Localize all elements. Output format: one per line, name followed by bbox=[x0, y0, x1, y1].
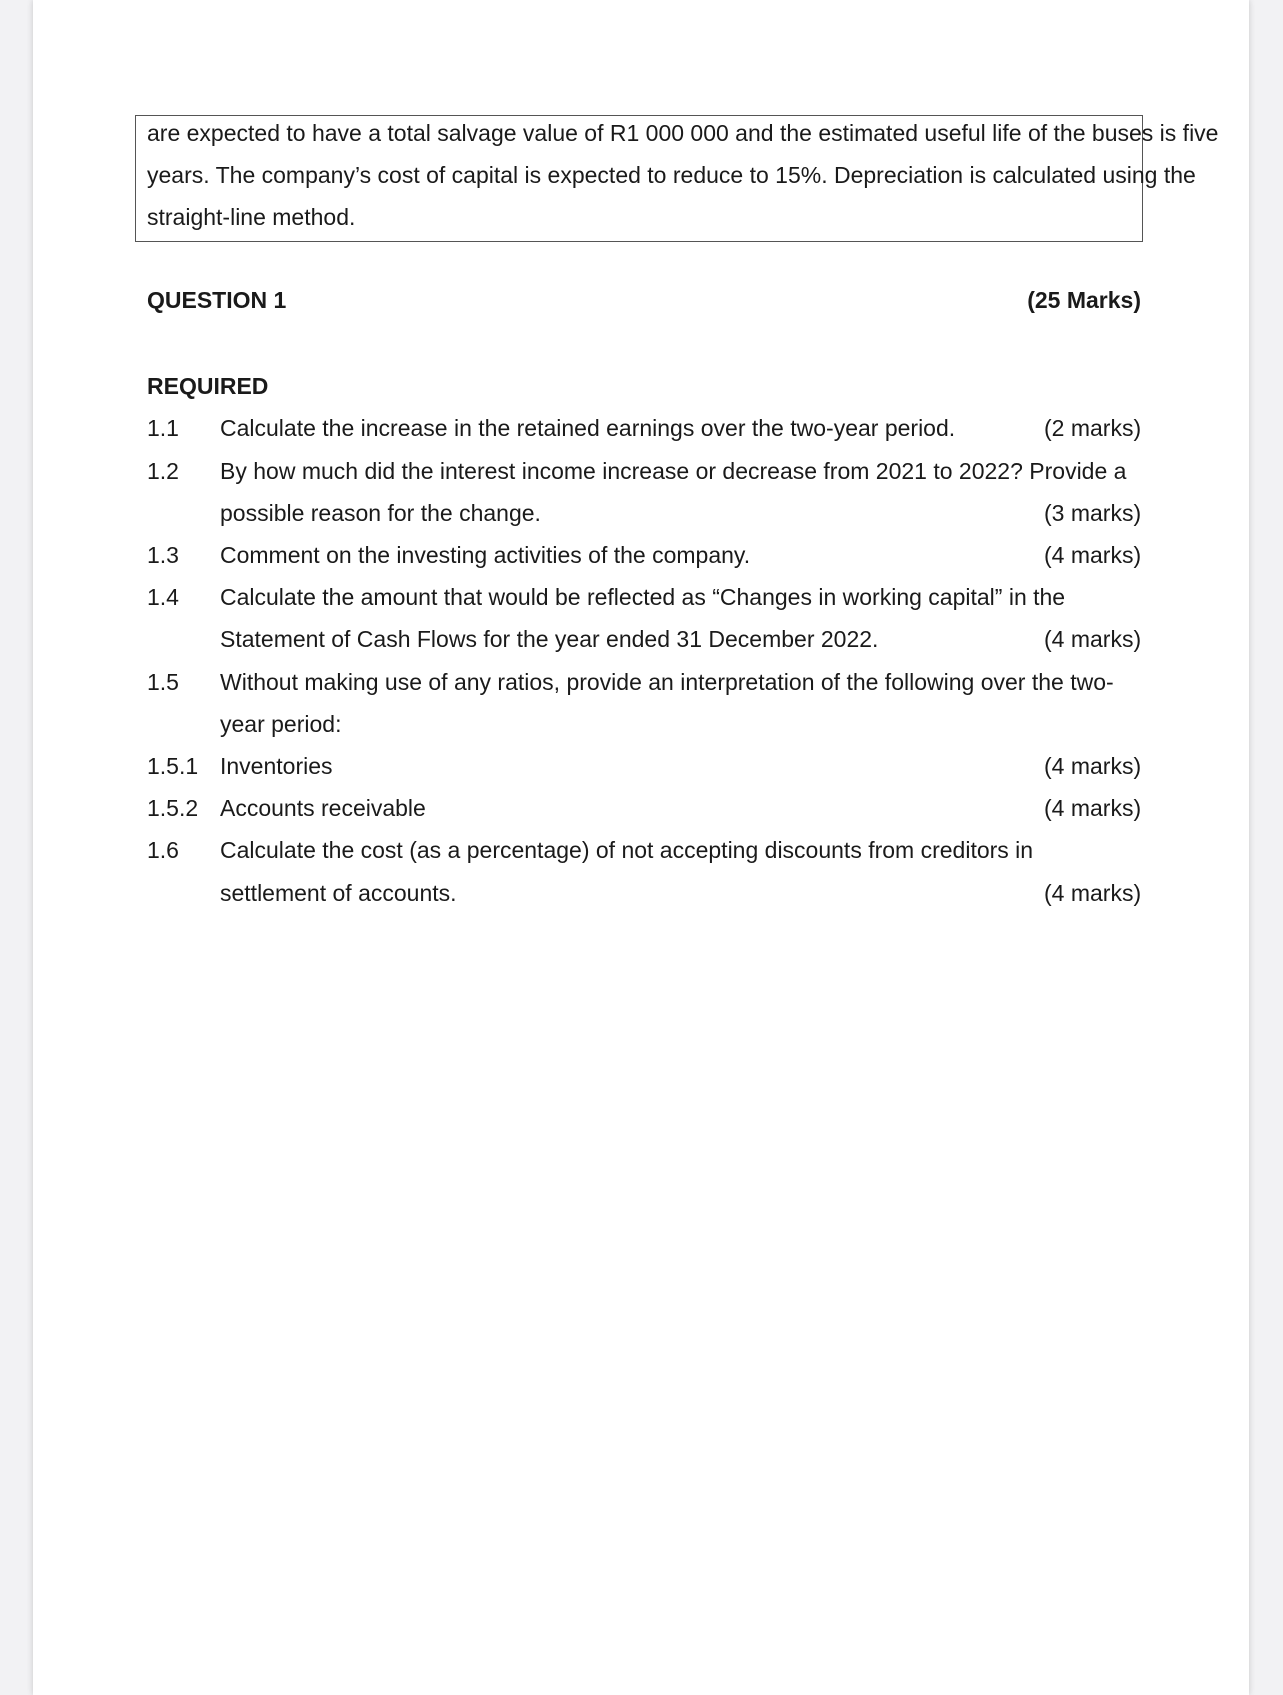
item-marks: (4 marks) bbox=[1044, 880, 1142, 906]
item-text: Inventories bbox=[220, 753, 333, 779]
item-text: Calculate the cost (as a percentage) of not accepting discounts from creditors in bbox=[220, 837, 1034, 863]
context-line: are expected to have a total salvage value of R1 000 000 and the estimated useful life of the buses is five bbox=[147, 120, 1219, 146]
required-item-continuation bbox=[33, 879, 1249, 907]
required-item bbox=[33, 583, 1249, 611]
item-text: Accounts receivable bbox=[220, 795, 426, 821]
required-item bbox=[33, 541, 1249, 569]
item-marks: (2 marks) bbox=[1044, 415, 1142, 441]
item-text: Without making use of any ratios, provide an interpretation of the following over the two- bbox=[220, 669, 1114, 695]
required-item bbox=[33, 668, 1249, 696]
question-title: QUESTION 1 bbox=[147, 287, 287, 313]
item-number: 1.5.1 bbox=[147, 753, 199, 779]
item-text: Calculate the amount that would be reflected as “Changes in working capital” in the bbox=[220, 584, 1066, 610]
required-item bbox=[33, 414, 1249, 442]
item-text: possible reason for the change. bbox=[220, 500, 541, 526]
required-heading: REQUIRED bbox=[147, 373, 269, 399]
context-line: straight-line method. bbox=[147, 204, 356, 230]
document-page bbox=[33, 0, 1249, 1695]
case-context-box bbox=[135, 115, 1219, 242]
item-marks: (4 marks) bbox=[1044, 795, 1142, 821]
required-subitem bbox=[33, 752, 1249, 780]
item-marks: (4 marks) bbox=[1044, 753, 1142, 779]
item-number: 1.1 bbox=[147, 415, 179, 441]
required-item-continuation bbox=[33, 499, 1249, 527]
required-item-continuation bbox=[33, 625, 1249, 653]
item-text: year period: bbox=[220, 711, 342, 737]
required-item bbox=[33, 457, 1249, 485]
item-number: 1.6 bbox=[147, 837, 179, 863]
item-number: 1.5.2 bbox=[147, 795, 199, 821]
context-line: years. The company’s cost of capital is expected to reduce to 15%. Depreciation is calculated using the bbox=[147, 162, 1196, 188]
item-marks: (4 marks) bbox=[1044, 626, 1142, 652]
item-number: 1.2 bbox=[147, 458, 179, 484]
required-item bbox=[33, 836, 1249, 864]
item-text: By how much did the interest income increase or decrease from 2021 to 2022? Provide a bbox=[220, 458, 1127, 484]
item-text: Statement of Cash Flows for the year ended 31 December 2022. bbox=[220, 626, 879, 652]
item-number: 1.3 bbox=[147, 542, 179, 568]
item-marks: (3 marks) bbox=[1044, 500, 1142, 526]
item-marks: (4 marks) bbox=[1044, 542, 1142, 568]
item-text: Calculate the increase in the retained earnings over the two-year period. bbox=[220, 415, 956, 441]
required-item-continuation bbox=[33, 710, 1249, 738]
item-number: 1.5 bbox=[147, 669, 179, 695]
item-number: 1.4 bbox=[147, 584, 179, 610]
item-text: Comment on the investing activities of the company. bbox=[220, 542, 751, 568]
item-text: settlement of accounts. bbox=[220, 880, 457, 906]
required-subitem bbox=[33, 794, 1249, 822]
question-total-marks: (25 Marks) bbox=[1027, 287, 1141, 313]
